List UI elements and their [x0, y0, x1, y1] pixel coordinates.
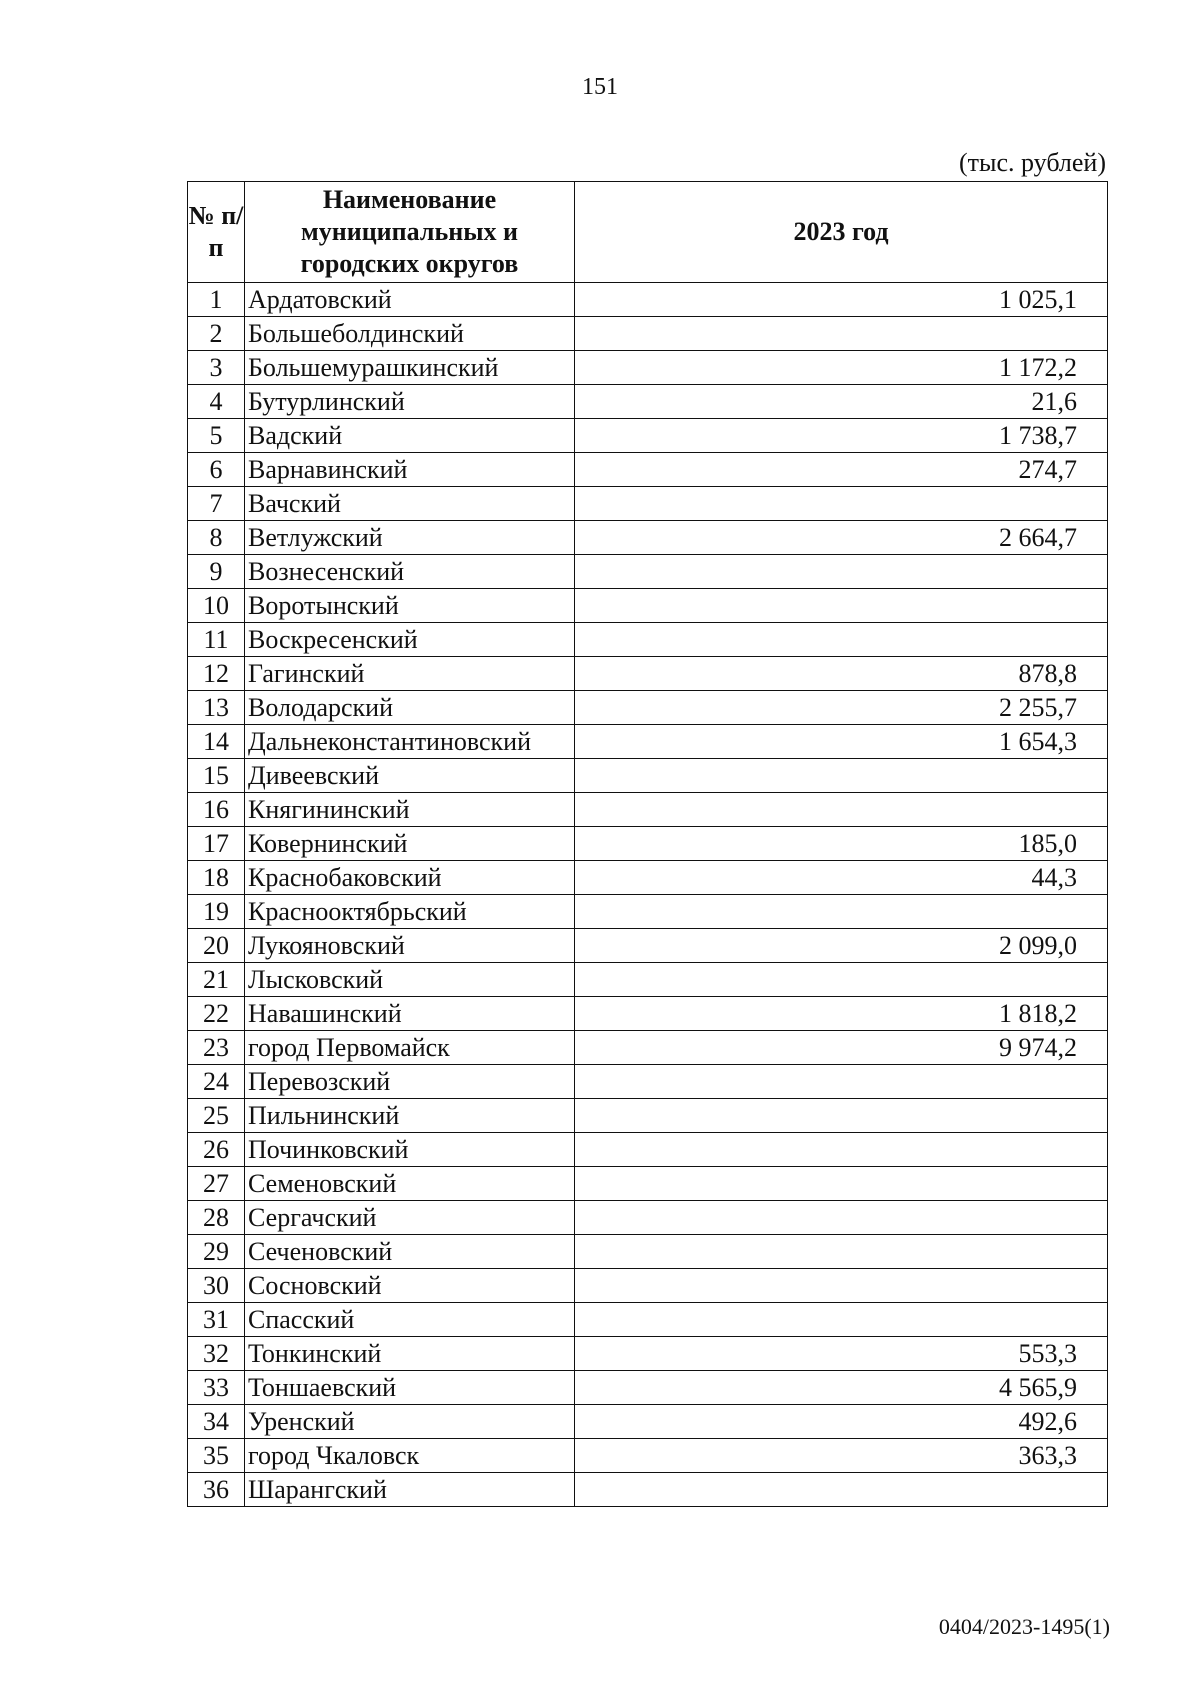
municipality-name: Шарангский — [245, 1473, 575, 1507]
allocation-value: 492,6 — [575, 1405, 1108, 1439]
row-number: 28 — [188, 1201, 245, 1235]
allocation-value — [575, 1065, 1108, 1099]
municipality-name: Лысковский — [245, 963, 575, 997]
table-row — [188, 827, 1108, 861]
row-number: 22 — [188, 997, 245, 1031]
allocation-value — [575, 623, 1108, 657]
row-number: 3 — [188, 351, 245, 385]
row-number: 16 — [188, 793, 245, 827]
allocation-value — [575, 555, 1108, 589]
row-number: 9 — [188, 555, 245, 589]
table-row — [188, 691, 1108, 725]
municipality-name: Бутурлинский — [245, 385, 575, 419]
table-row — [188, 453, 1108, 487]
allocation-value — [575, 1473, 1108, 1507]
allocation-value — [575, 1201, 1108, 1235]
row-number: 13 — [188, 691, 245, 725]
table-row — [188, 419, 1108, 453]
municipality-name: Пильнинский — [245, 1099, 575, 1133]
row-number: 23 — [188, 1031, 245, 1065]
municipality-name: Володарский — [245, 691, 575, 725]
municipality-name: Княгининский — [245, 793, 575, 827]
document-code: 0404/2023-1495(1) — [938, 1614, 1110, 1639]
table-row — [188, 861, 1108, 895]
municipality-name: Вадский — [245, 419, 575, 453]
table-row — [188, 793, 1108, 827]
row-number: 18 — [188, 861, 245, 895]
header-name: Наименование муниципальных и городских округов — [245, 182, 575, 283]
municipality-name: Перевозский — [245, 1065, 575, 1099]
municipality-name: Вознесенский — [245, 555, 575, 589]
allocation-value: 9 974,2 — [575, 1031, 1108, 1065]
row-number: 21 — [188, 963, 245, 997]
table-row — [188, 1099, 1108, 1133]
municipality-name: Дивеевский — [245, 759, 575, 793]
allocation-value: 878,8 — [575, 657, 1108, 691]
row-number: 11 — [188, 623, 245, 657]
row-number: 12 — [188, 657, 245, 691]
table-row — [188, 351, 1108, 385]
allocation-value: 185,0 — [575, 827, 1108, 861]
table-row — [188, 1405, 1108, 1439]
municipality-name: Дальнеконстантиновский — [245, 725, 575, 759]
table-row — [188, 1439, 1108, 1473]
allocation-value: 363,3 — [575, 1439, 1108, 1473]
allocation-value: 1 654,3 — [575, 725, 1108, 759]
row-number: 26 — [188, 1133, 245, 1167]
allocation-value: 274,7 — [575, 453, 1108, 487]
municipality-name: Тоншаевский — [245, 1371, 575, 1405]
page-number: 151 — [582, 74, 618, 100]
row-number: 5 — [188, 419, 245, 453]
table-row — [188, 1269, 1108, 1303]
allocation-value — [575, 1099, 1108, 1133]
municipality-name: Ковернинский — [245, 827, 575, 861]
allocation-value: 2 664,7 — [575, 521, 1108, 555]
table-row — [188, 521, 1108, 555]
table-row — [188, 929, 1108, 963]
municipality-name: Воротынский — [245, 589, 575, 623]
row-number: 7 — [188, 487, 245, 521]
municipality-name: Большемурашкинский — [245, 351, 575, 385]
allocation-value: 553,3 — [575, 1337, 1108, 1371]
municipality-name: Сергачский — [245, 1201, 575, 1235]
table-row — [188, 1473, 1108, 1507]
row-number: 24 — [188, 1065, 245, 1099]
header-number: № п/п — [188, 182, 245, 283]
allocation-value: 1 025,1 — [575, 283, 1108, 317]
allocation-value: 1 738,7 — [575, 419, 1108, 453]
municipality-name: Сеченовский — [245, 1235, 575, 1269]
row-number: 27 — [188, 1167, 245, 1201]
allocation-value — [575, 759, 1108, 793]
table-row — [188, 963, 1108, 997]
allocation-value — [575, 1167, 1108, 1201]
allocation-value: 1 172,2 — [575, 351, 1108, 385]
municipality-name: Спасский — [245, 1303, 575, 1337]
row-number: 31 — [188, 1303, 245, 1337]
municipality-name: Вачский — [245, 487, 575, 521]
municipality-name: Ветлужский — [245, 521, 575, 555]
allocation-value — [575, 1303, 1108, 1337]
row-number: 19 — [188, 895, 245, 929]
row-number: 30 — [188, 1269, 245, 1303]
row-number: 35 — [188, 1439, 245, 1473]
municipality-name: Ардатовский — [245, 283, 575, 317]
table-row — [188, 725, 1108, 759]
table-row — [188, 589, 1108, 623]
row-number: 32 — [188, 1337, 245, 1371]
municipality-name: Краснобаковский — [245, 861, 575, 895]
allocation-value — [575, 1133, 1108, 1167]
municipality-name: Гагинский — [245, 657, 575, 691]
allocation-value — [575, 589, 1108, 623]
table-row — [188, 623, 1108, 657]
municipality-name: Варнавинский — [245, 453, 575, 487]
units-label: (тыс. рублей) — [958, 148, 1106, 177]
allocation-table — [187, 181, 1108, 1507]
row-number: 25 — [188, 1099, 245, 1133]
allocation-value — [575, 793, 1108, 827]
row-number: 17 — [188, 827, 245, 861]
table-row — [188, 895, 1108, 929]
municipality-name: город Чкаловск — [245, 1439, 575, 1473]
municipality-name: Краснооктябрьский — [245, 895, 575, 929]
row-number: 29 — [188, 1235, 245, 1269]
table-row — [188, 997, 1108, 1031]
municipality-name: Воскресенский — [245, 623, 575, 657]
table-row — [188, 1065, 1108, 1099]
row-number: 33 — [188, 1371, 245, 1405]
table-row — [188, 759, 1108, 793]
allocation-value: 2 099,0 — [575, 929, 1108, 963]
table-row — [188, 657, 1108, 691]
municipality-name: Уренский — [245, 1405, 575, 1439]
municipality-name: Починковский — [245, 1133, 575, 1167]
table-row — [188, 1235, 1108, 1269]
table-row — [188, 1133, 1108, 1167]
table-body — [188, 283, 1108, 1507]
allocation-value: 1 818,2 — [575, 997, 1108, 1031]
allocation-value — [575, 963, 1108, 997]
municipality-name: Сосновский — [245, 1269, 575, 1303]
allocation-value: 44,3 — [575, 861, 1108, 895]
municipality-name: Большеболдинский — [245, 317, 575, 351]
row-number: 34 — [188, 1405, 245, 1439]
table-row — [188, 555, 1108, 589]
row-number: 10 — [188, 589, 245, 623]
table-row — [188, 1337, 1108, 1371]
row-number: 4 — [188, 385, 245, 419]
allocation-value: 2 255,7 — [575, 691, 1108, 725]
municipality-name: Тонкинский — [245, 1337, 575, 1371]
municipality-name: Семеновский — [245, 1167, 575, 1201]
table-row — [188, 487, 1108, 521]
table-row — [188, 1201, 1108, 1235]
table-row — [188, 385, 1108, 419]
table-header-row — [188, 182, 1108, 283]
allocation-value: 21,6 — [575, 385, 1108, 419]
row-number: 14 — [188, 725, 245, 759]
allocation-value — [575, 317, 1108, 351]
row-number: 36 — [188, 1473, 245, 1507]
row-number: 2 — [188, 317, 245, 351]
municipality-name: Лукояновский — [245, 929, 575, 963]
allocation-value: 4 565,9 — [575, 1371, 1108, 1405]
row-number: 6 — [188, 453, 245, 487]
table-row — [188, 1303, 1108, 1337]
table-row — [188, 1167, 1108, 1201]
allocation-value — [575, 1269, 1108, 1303]
table-row — [188, 1371, 1108, 1405]
table-row — [188, 283, 1108, 317]
row-number: 20 — [188, 929, 245, 963]
table-row — [188, 317, 1108, 351]
municipality-name: город Первомайск — [245, 1031, 575, 1065]
row-number: 1 — [188, 283, 245, 317]
municipality-name: Навашинский — [245, 997, 575, 1031]
allocation-value — [575, 895, 1108, 929]
allocation-value — [575, 1235, 1108, 1269]
table-row — [188, 1031, 1108, 1065]
row-number: 8 — [188, 521, 245, 555]
allocation-value — [575, 487, 1108, 521]
row-number: 15 — [188, 759, 245, 793]
header-year: 2023 год — [575, 182, 1108, 283]
